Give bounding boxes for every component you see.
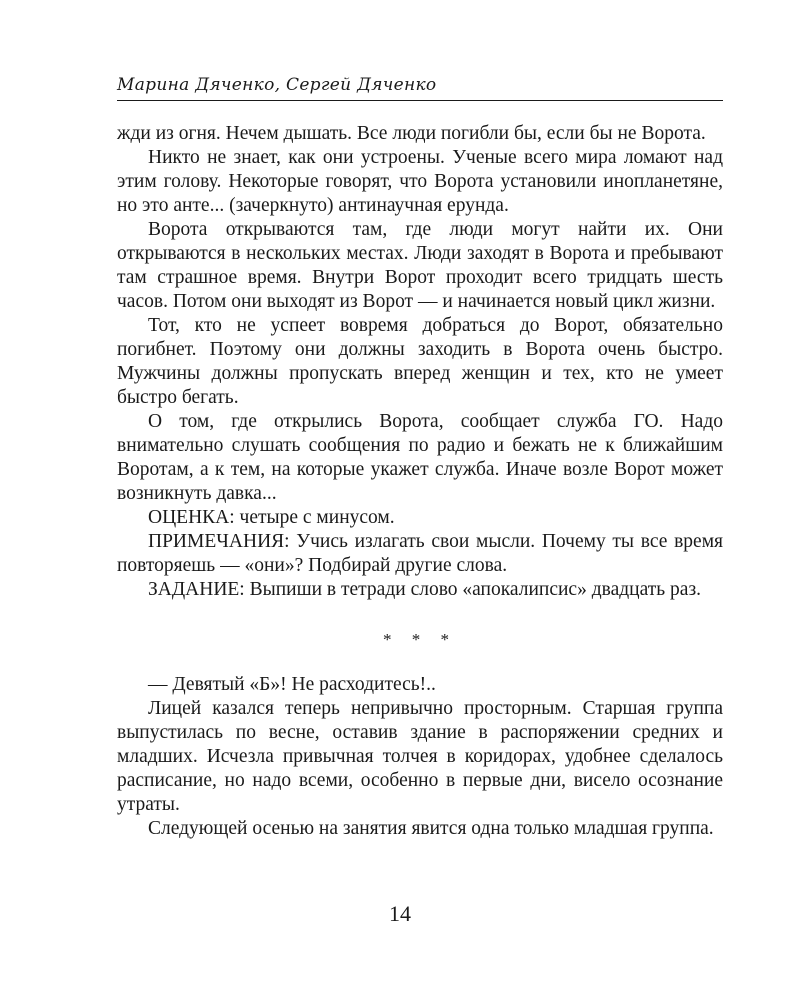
dialogue-line: — Девятый «Б»! Не расходитесь!.. (148, 674, 436, 695)
paragraph: жди из огня. Нечем дышать. Все люди погибли бы, если бы не Ворота. (117, 123, 706, 144)
body-text (117, 122, 723, 841)
section-break: * * * (383, 630, 457, 649)
paragraph: О том, где открылись Ворота, сообщает служба ГО. Надо внимательно слушать сообщения по радио и бежать не к ближайшим Воротам, а к тем, на которые укажет служба. Иначе возле Ворот может возникнуть давка... (117, 411, 723, 504)
paragraph: Ворота открываются там, где люди могут найти их. Они открываются в нескольких местах. Люди заходят в Ворота и пребывают там страшное время. Внутри Ворот проходит всего тридцать шесть часов. Потом они выходят из Ворот — и начинается новый цикл жизни. (117, 219, 723, 312)
paragraph: Следующей осенью на занятия явится одна только младшая группа. (148, 818, 714, 839)
paragraph: Никто не знает, как они устроены. Ученые всего мира ломают над этим голову. Некоторые говорят, что Ворота установили инопланетяне, но это анте... (зачеркнуто) антинаучная ерунда. (117, 147, 723, 216)
paragraph: Лицей казался теперь непривычно просторным. Старшая группа выпустилась по весне, оставив здание в распоряжении средних и младших. Исчезла привычная толчея в коридорах, удобнее сделалось расписание, но надо всеми, особенно в первые дни, висело осознание утраты. (117, 698, 723, 815)
notes-paragraph: ПРИМЕЧАНИЯ: Учись излагать свои мысли. Почему ты все время повторяешь — «они»? Подбирай другие слова. (117, 531, 723, 576)
running-head: Марина Дяченко, Сергей Дяченко (117, 75, 437, 95)
header-rule (117, 100, 723, 101)
grade-line: ОЦЕНКА: четыре с минусом. (148, 507, 395, 528)
paragraph: Тот, кто не успеет вовремя добраться до Ворот, обязательно погибнет. Поэтому они должны заходить в Ворота очень быстро. Мужчины должны пропускать вперед женщин и тех, кто не умеет быстро бегать. (117, 315, 723, 408)
page-number: 14 (389, 901, 411, 926)
assignment-paragraph: ЗАДАНИЕ: Выпиши в тетради слово «апокалипсис» двадцать раз. (148, 579, 702, 600)
